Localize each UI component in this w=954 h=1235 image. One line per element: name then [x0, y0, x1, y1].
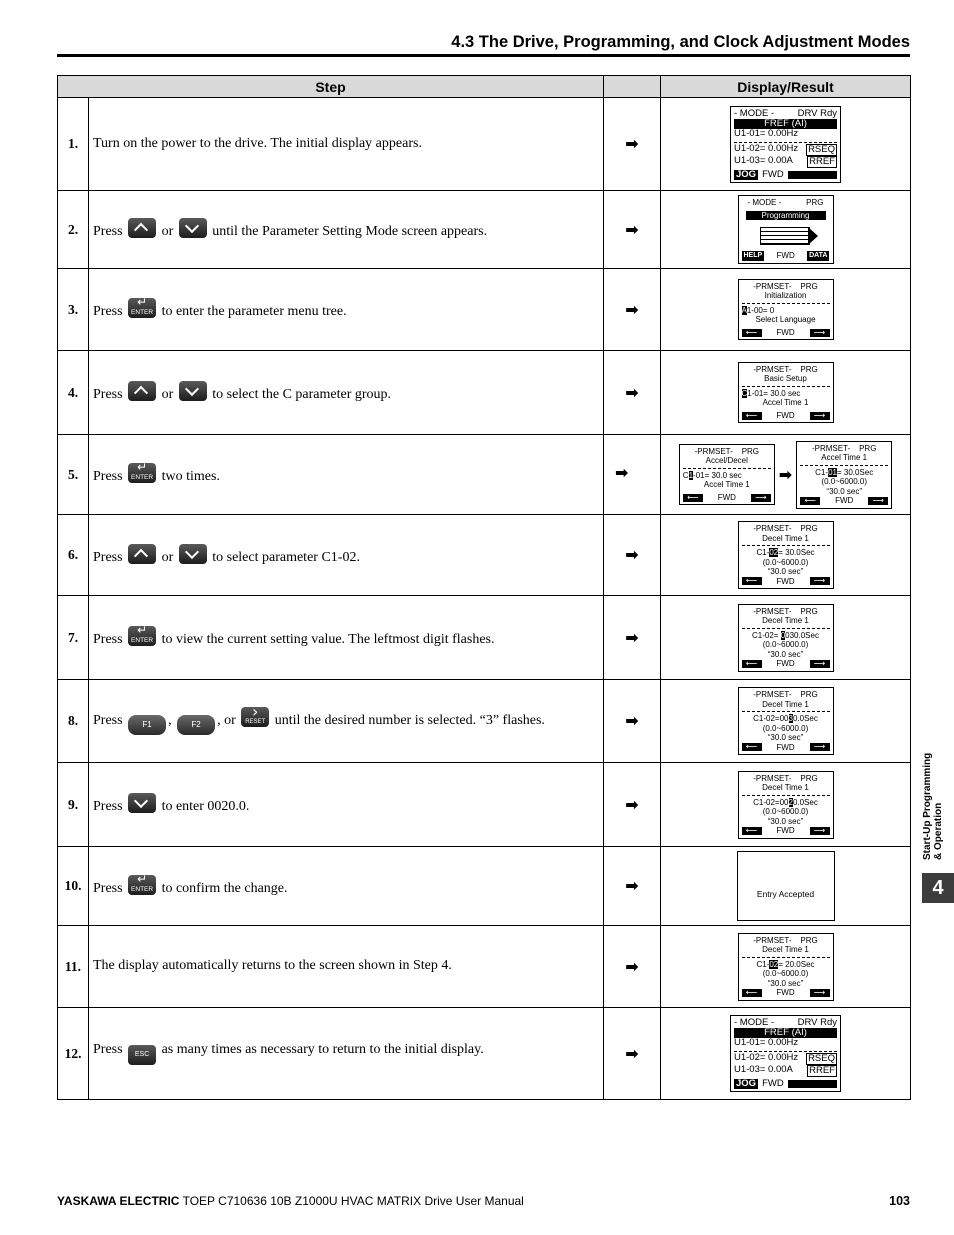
step-instruction: Turn on the power to the drive. The initial display appears.: [93, 135, 422, 151]
programming-label: Programming: [746, 211, 826, 221]
prg-label: PRG: [800, 281, 818, 291]
step-instruction: to select the C parameter group.: [212, 387, 392, 403]
step-text: [89, 435, 604, 515]
param-prefix: C1-02=00: [753, 714, 789, 723]
up-arrow-key-icon: [128, 381, 156, 401]
prmset-label: -PRMSET-: [811, 443, 851, 453]
or-word: , or: [217, 713, 236, 728]
jog-label: JOG: [736, 1078, 757, 1089]
right-arrow-icon: ⟶: [810, 827, 830, 835]
monitor-display: [730, 1015, 841, 1092]
param-description: Accel Time 1: [762, 398, 809, 408]
step-number: 6.: [58, 515, 89, 596]
enter-key-icon: [128, 463, 156, 483]
fwd-label: FWD: [776, 327, 795, 337]
down-arrow-key-icon: [128, 793, 156, 813]
monitor-u102: U1-02= 0.00Hz: [734, 1052, 799, 1063]
prmset-label: -PRMSET-: [753, 690, 792, 699]
step-instruction: to enter 0020.0.: [161, 799, 250, 815]
param-default: “30.0 sec”: [767, 567, 804, 576]
prmset-label: -PRMSET-: [753, 524, 792, 533]
param-name: Decel Time 1: [762, 616, 809, 625]
rref-label: RREF: [809, 1065, 835, 1076]
rref-label: RREF: [809, 155, 835, 167]
fwd-label: FWD: [776, 410, 795, 420]
param-prefix: C1-: [815, 467, 829, 477]
help-label: HELP: [743, 252, 763, 260]
prg-label: PRG: [800, 364, 818, 374]
param-value: = 20.0Sec: [778, 959, 815, 969]
right-arrow-icon: ⟶: [751, 494, 771, 502]
procedure-table: [57, 75, 911, 1100]
param-value: 0.0Sec: [792, 797, 818, 807]
step-instruction: to select parameter C1-02.: [212, 549, 360, 565]
pencil-icon: [742, 223, 830, 249]
param-prefix: C1-: [756, 548, 770, 557]
prmset-display: [796, 441, 892, 509]
param-name: Decel Time 1: [762, 783, 809, 792]
entry-accepted-display: [737, 851, 835, 921]
param-default: “30.0 sec”: [767, 816, 804, 826]
prg-label: PRG: [800, 773, 818, 783]
param-value: = 30.0Sec: [778, 548, 815, 557]
monitor-u103: U1-03= 0.00A: [734, 154, 793, 166]
down-arrow-key-icon: [179, 381, 207, 401]
fwd-label: FWD: [776, 659, 795, 668]
param-range: (0.0~6000.0): [821, 477, 867, 486]
step-instruction: until the Parameter Setting Mode screen appears.: [212, 224, 488, 240]
param-value: 0.0Sec: [792, 714, 818, 723]
table-row: [58, 596, 911, 680]
step-text: [89, 680, 604, 763]
step-text: [89, 596, 604, 680]
left-arrow-icon: ⟵: [742, 743, 762, 751]
f2-key-icon: F2: [177, 715, 215, 735]
footer-manual-title: [57, 1194, 524, 1208]
param-default: “30.0 sec”: [767, 978, 804, 988]
param-name: Decel Time 1: [762, 699, 809, 709]
prmset-display: [738, 933, 834, 1001]
footer-brand: YASKAWA ELECTRIC: [57, 1194, 180, 1208]
fwd-label: FWD: [762, 1078, 784, 1089]
cursor-digit: 3: [788, 714, 793, 723]
left-arrow-icon: ⟵: [742, 989, 762, 997]
group-name: Accel/Decel: [705, 456, 748, 466]
cursor-digit: 02: [769, 548, 779, 557]
prmset-label: -PRMSET-: [753, 773, 792, 783]
param-range: (0.0~6000.0): [762, 723, 809, 733]
chapter-side-label-line1: Start-Up Programming: [922, 752, 933, 860]
table-row: [58, 847, 911, 926]
param-prefix: C: [682, 470, 689, 480]
press-word: Press: [93, 1042, 123, 1057]
right-arrow-icon: ➡: [625, 545, 639, 564]
prmset-display: [738, 604, 834, 672]
group-name: Initialization: [764, 291, 807, 301]
param-default: “30.0 sec”: [767, 649, 804, 659]
right-arrow-icon: ⟶: [810, 329, 830, 337]
table-row: [58, 926, 911, 1008]
right-arrow-icon: ➡: [625, 299, 639, 319]
fwd-label: FWD: [776, 826, 795, 835]
cursor-digit: 01: [828, 467, 837, 477]
param-value: 1-01= 30.0 sec: [747, 388, 801, 398]
press-word: Press: [93, 304, 123, 320]
right-arrow-icon: ⟶: [810, 989, 830, 997]
cursor-digit: 0: [780, 630, 786, 640]
enter-key-label: ↵ ENTER: [131, 309, 154, 317]
page-number: 103: [889, 1194, 910, 1208]
step-instruction: as many times as necessary to return to the initial display.: [161, 1042, 484, 1057]
param-value: -01= 30.0 sec: [693, 470, 742, 480]
fwd-label: FWD: [776, 988, 795, 997]
step-number: 4.: [58, 351, 89, 435]
param-description: Accel Time 1: [703, 480, 750, 490]
press-word: Press: [93, 387, 123, 403]
step-number: 2.: [58, 191, 89, 269]
chapter-side-label-line2: & Operation: [933, 802, 944, 860]
right-arrow-icon: ➡: [625, 956, 639, 976]
right-arrow-icon: ➡: [625, 382, 639, 402]
left-arrow-icon: ⟵: [742, 412, 762, 420]
param-name: Decel Time 1: [762, 533, 809, 543]
prg-label: PRG: [806, 198, 824, 208]
fwd-label: FWD: [717, 492, 736, 502]
table-row: [58, 515, 911, 596]
chapter-side-label: [922, 752, 944, 860]
prmset-display: [738, 279, 834, 341]
table-row: [58, 269, 911, 351]
prg-label: PRG: [800, 524, 818, 533]
prmset-label: -PRMSET-: [753, 281, 792, 291]
left-arrow-icon: ⟵: [742, 577, 762, 585]
drive-status: DRV Rdy: [797, 107, 837, 119]
step-text: [89, 515, 604, 596]
or-word: or: [161, 224, 174, 240]
monitor-u102: U1-02= 0.00Hz: [734, 142, 799, 154]
step-number: 12.: [58, 1008, 89, 1100]
prmset-display: [738, 521, 834, 589]
step-number: 7.: [58, 596, 89, 680]
prmset-label: -PRMSET-: [753, 364, 792, 374]
param-range: (0.0~6000.0): [762, 640, 809, 649]
param-value: = 30.0Sec: [836, 467, 874, 477]
press-word: Press: [93, 224, 123, 240]
fwd-label: FWD: [776, 742, 795, 752]
param-description: Select Language: [755, 315, 816, 325]
prmset-label: -PRMSET-: [694, 446, 733, 456]
mode-label: - MODE -: [747, 198, 782, 208]
up-arrow-key-icon: [128, 218, 156, 238]
param-prefix: C1-02=00: [753, 797, 789, 807]
step-instruction: to enter the parameter menu tree.: [161, 304, 347, 320]
param-range: (0.0~6000.0): [762, 807, 809, 816]
press-word: Press: [93, 799, 123, 815]
step-instruction: to confirm the change.: [161, 880, 288, 896]
fwd-label: FWD: [762, 168, 784, 180]
right-arrow-icon: ⟶: [868, 497, 888, 505]
cursor-digit: 1: [688, 470, 694, 480]
up-arrow-key-icon: [128, 544, 156, 564]
right-arrow-icon: ➡: [625, 711, 639, 730]
left-arrow-icon: ⟵: [683, 494, 703, 502]
step-instruction: two times.: [161, 469, 220, 485]
enter-key-icon: [128, 875, 156, 895]
press-word: Press: [93, 549, 123, 565]
mode-label: - MODE -: [734, 1017, 775, 1028]
fwd-label: FWD: [776, 576, 795, 586]
param-name: Accel Time 1: [821, 453, 868, 462]
right-arrow-icon: ➡: [625, 876, 639, 895]
table-row: [58, 680, 911, 763]
entry-accepted-text: Entry Accepted: [756, 889, 815, 899]
prg-label: PRG: [859, 443, 877, 453]
step-instruction: The display automatically returns to the screen shown in Step 4.: [93, 958, 452, 974]
step-instruction: until the desired number is selected. “3” flashes.: [274, 713, 545, 728]
monitor-u101: U1-01= 0.00Hz: [734, 127, 799, 139]
step-number: 11.: [58, 926, 89, 1008]
table-row: [58, 191, 911, 269]
right-arrow-icon: ➡: [625, 627, 639, 647]
step-number: 8.: [58, 680, 89, 763]
left-arrow-icon: ⟵: [800, 497, 820, 505]
right-arrow-icon: ⟶: [810, 660, 830, 668]
prg-label: PRG: [741, 446, 760, 456]
esc-key-icon: ESC: [128, 1045, 156, 1065]
programming-display: [738, 195, 834, 264]
table-row: [58, 1008, 911, 1100]
prmset-label: -PRMSET-: [753, 606, 792, 616]
enter-key-icon: [128, 626, 156, 646]
prmset-display: [738, 362, 834, 424]
comma: ,: [168, 713, 172, 728]
prg-label: PRG: [800, 606, 818, 616]
footer-manual: TOEP C710636 10B Z1000U HVAC MATRIX Drive User Manual: [179, 1194, 524, 1208]
table-row: [58, 351, 911, 435]
param-range: (0.0~6000.0): [762, 969, 809, 978]
step-text: [89, 269, 604, 351]
param-value: 1-00= 0: [746, 305, 775, 315]
table-header-row: [58, 76, 911, 98]
right-arrow-icon: ➡: [625, 134, 639, 153]
table-row: [58, 763, 911, 847]
table-row: [58, 435, 911, 515]
step-text: [89, 98, 604, 191]
jog-label: JOG: [736, 168, 757, 180]
fref-label: FREF (AI): [734, 1028, 837, 1038]
right-arrow-icon: ⟶: [810, 577, 830, 585]
right-arrow-icon: ➡: [625, 1043, 639, 1063]
prmset-display: [738, 687, 834, 755]
enter-key-label: ↵ ENTER: [131, 885, 154, 893]
right-arrow-icon: ➡: [625, 794, 639, 814]
monitor-u101: U1-01= 0.00Hz: [734, 1037, 799, 1048]
drive-status: DRV Rdy: [797, 1017, 837, 1028]
header-rule: [57, 54, 910, 57]
step-text: [89, 1008, 604, 1100]
left-arrow-icon: ⟵: [742, 329, 762, 337]
step-column-header: Step: [58, 76, 604, 98]
cursor-digit: C: [741, 388, 748, 398]
down-arrow-key-icon: [179, 544, 207, 564]
cursor-digit: 2: [788, 797, 793, 807]
step-number: 10.: [58, 847, 89, 926]
left-arrow-icon: ⟵: [742, 660, 762, 668]
table-row: [58, 98, 911, 191]
param-name: Decel Time 1: [762, 945, 809, 954]
rseq-label: RSEQ: [808, 143, 835, 155]
reset-key-icon: [241, 707, 269, 727]
display-column-header: Display/Result: [661, 76, 911, 98]
arrow-column-header: [604, 76, 661, 98]
monitor-u103: U1-03= 0.00A: [734, 1064, 793, 1075]
param-range: (0.0~6000.0): [762, 557, 809, 567]
press-word: Press: [93, 713, 123, 728]
step-text: [89, 847, 604, 926]
monitor-display: [730, 106, 841, 183]
step-text: [89, 763, 604, 847]
chapter-tab: 4: [922, 873, 954, 903]
reset-key-label: › RESET: [245, 718, 266, 725]
right-arrow-icon: ➡: [778, 465, 793, 484]
press-word: Press: [93, 469, 123, 485]
param-prefix: C1-: [756, 959, 770, 969]
step-text: [89, 351, 604, 435]
right-arrow-icon: ⟶: [810, 743, 830, 751]
page-section-title: 4.3 The Drive, Programming, and Clock Adjustment Modes: [451, 33, 910, 51]
press-word: Press: [93, 880, 123, 896]
prg-label: PRG: [800, 935, 818, 945]
step-text: [89, 926, 604, 1008]
enter-key-icon: [128, 298, 156, 318]
right-arrow-icon: ➡: [625, 219, 639, 239]
param-default: “30.0 sec”: [826, 486, 862, 496]
step-number: 3.: [58, 269, 89, 351]
prmset-display: [738, 771, 834, 839]
param-default: “30.0 sec”: [767, 733, 804, 742]
step-number: 9.: [58, 763, 89, 847]
mode-label: - MODE -: [734, 107, 775, 119]
param-value: 030.0Sec: [785, 630, 819, 640]
prmset-display: [679, 444, 775, 506]
left-arrow-icon: ⟵: [742, 827, 762, 835]
or-word: or: [161, 549, 174, 565]
right-arrow-icon: ➡: [615, 463, 629, 482]
param-prefix: C1-02=: [752, 630, 781, 640]
cursor-digit: 02: [769, 959, 779, 969]
step-instruction: to view the current setting value. The leftmost digit flashes.: [161, 632, 495, 648]
f1-key-icon: F1: [128, 715, 166, 735]
group-name: Basic Setup: [764, 374, 807, 384]
fref-label: FREF (AI): [734, 119, 837, 129]
fwd-label: FWD: [835, 496, 854, 505]
cursor-digit: A: [741, 305, 747, 315]
enter-key-label: ↵ ENTER: [131, 474, 154, 482]
step-number: 5.: [58, 435, 89, 515]
right-arrow-icon: ⟶: [810, 412, 830, 420]
rseq-label: RSEQ: [808, 1053, 835, 1064]
press-word: Press: [93, 632, 123, 648]
down-arrow-key-icon: [179, 218, 207, 238]
enter-key-label: ↵ ENTER: [131, 637, 154, 645]
or-word: or: [161, 387, 174, 403]
data-label: DATA: [809, 252, 828, 260]
step-text: [89, 191, 604, 269]
prg-label: PRG: [800, 690, 818, 699]
prmset-label: -PRMSET-: [753, 935, 792, 945]
step-number: 1.: [58, 98, 89, 191]
fwd-label: FWD: [776, 251, 795, 261]
